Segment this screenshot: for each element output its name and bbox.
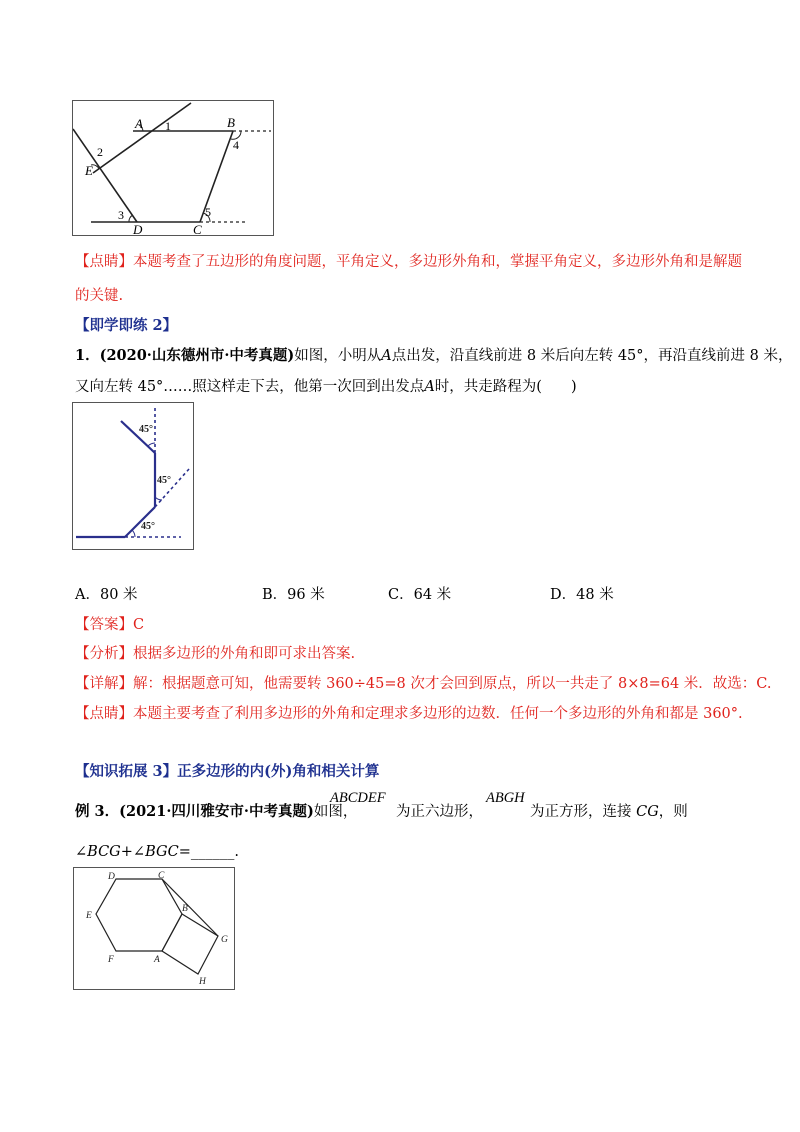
example3-var-square: ABGH bbox=[486, 790, 525, 806]
analysis-tag: 【分析】 bbox=[75, 646, 133, 662]
answer-text: C bbox=[133, 617, 145, 633]
example3-var-hexagon: ABCDEF bbox=[330, 790, 386, 806]
example3-var-cg: CG bbox=[636, 804, 659, 820]
option-d: D．48 米 bbox=[550, 587, 614, 603]
label-A: A bbox=[135, 116, 143, 131]
note2-tag: 【点睛】 bbox=[75, 706, 133, 722]
practice2-heading: 【即学即练 2】 bbox=[75, 317, 178, 334]
q1-text2a: 又向左转 45°……照这样走下去，他第一次回到出发点 bbox=[75, 379, 425, 395]
detail-text: 解：根据题意可知，他需要转 360÷45=8 次才会回到原点，所以一共走了 8×8=64 米．故选：C. bbox=[133, 676, 772, 692]
answer-tag: 【答案】 bbox=[75, 617, 133, 633]
note1-line1 bbox=[75, 250, 742, 271]
label-F: F bbox=[108, 955, 114, 965]
figure-pentagon bbox=[72, 100, 274, 236]
analysis-text: 根据多边形的外角和即可求出答案. bbox=[133, 646, 356, 662]
example3-line1 bbox=[75, 800, 357, 821]
example3-text-b: 为正六边形， bbox=[396, 804, 483, 820]
example3-text-a: 如图， bbox=[313, 804, 358, 820]
q1-text1a: 如图，小明从 bbox=[294, 348, 382, 364]
label-A: A bbox=[154, 955, 160, 965]
label-D: D bbox=[133, 222, 143, 235]
label-H: H bbox=[199, 977, 206, 987]
note1-tag: 【点睛】 bbox=[75, 254, 133, 270]
label-C: C bbox=[158, 871, 165, 881]
example3-text-c: 为正方形，连接 CG，则 bbox=[530, 804, 688, 820]
angle-4: 4 bbox=[233, 138, 239, 152]
analysis-line bbox=[75, 642, 355, 663]
answer-line bbox=[75, 613, 144, 634]
label-G: G bbox=[221, 935, 228, 945]
q1-var-A: A bbox=[381, 348, 392, 364]
q1-line2 bbox=[75, 375, 577, 396]
q1-source: (2020·山东德州市·中考真题) bbox=[99, 347, 295, 364]
angle-5: 5 bbox=[205, 205, 211, 219]
extension3-heading: 【知识拓展 3】正多边形的内(外)角和相关计算 bbox=[75, 763, 380, 780]
detail-tag: 【详解】 bbox=[75, 676, 133, 692]
q1-text2b: 时，共走路程为( ) bbox=[434, 379, 577, 395]
angle-3: 3 bbox=[118, 208, 124, 222]
q1-line1 bbox=[75, 344, 792, 365]
detail-line bbox=[75, 672, 771, 693]
label-E: E bbox=[85, 163, 93, 178]
angle-label-2: 45° bbox=[157, 475, 171, 486]
label-D: D bbox=[108, 872, 115, 882]
example3-line2: ∠BCG+∠BGC=______. bbox=[75, 844, 239, 860]
q1-var-A-2: A bbox=[424, 379, 435, 395]
note2-line bbox=[75, 702, 743, 723]
option-a: A．80 米 bbox=[75, 587, 138, 603]
q1-text1b: 点出发，沿直线前进 8 米后向左转 45°，再沿直线前进 8 米， bbox=[391, 348, 793, 364]
q1-number: 1． bbox=[75, 347, 100, 364]
label-E: E bbox=[86, 911, 92, 921]
figure-walking-path bbox=[72, 402, 194, 550]
note1-text2: 的关键. bbox=[75, 288, 124, 304]
angle-label-3: 45° bbox=[139, 424, 153, 435]
label-B: B bbox=[182, 904, 188, 914]
note1-text1: 本题考查了五边形的角度问题，平角定义，多边形外角和，掌握平角定义，多边形外角和是解题 bbox=[133, 254, 742, 270]
angle-label-1: 45° bbox=[141, 521, 155, 532]
angle-1: 1 bbox=[165, 119, 171, 133]
note2-text: 本题主要考查了利用多边形的外角和定理求多边形的边数．任何一个多边形的外角和都是 360°. bbox=[133, 706, 743, 722]
option-c: C．64 米 bbox=[388, 587, 452, 603]
angle-2: 2 bbox=[97, 145, 103, 159]
example3-label: 例 3． bbox=[75, 803, 120, 820]
example3-source: (2021·四川雅安市·中考真题) bbox=[119, 803, 314, 820]
label-B: B bbox=[227, 115, 235, 130]
figure-hexagon-square bbox=[73, 867, 235, 990]
label-C: C bbox=[193, 222, 202, 235]
option-b: B．96 米 bbox=[262, 587, 325, 603]
